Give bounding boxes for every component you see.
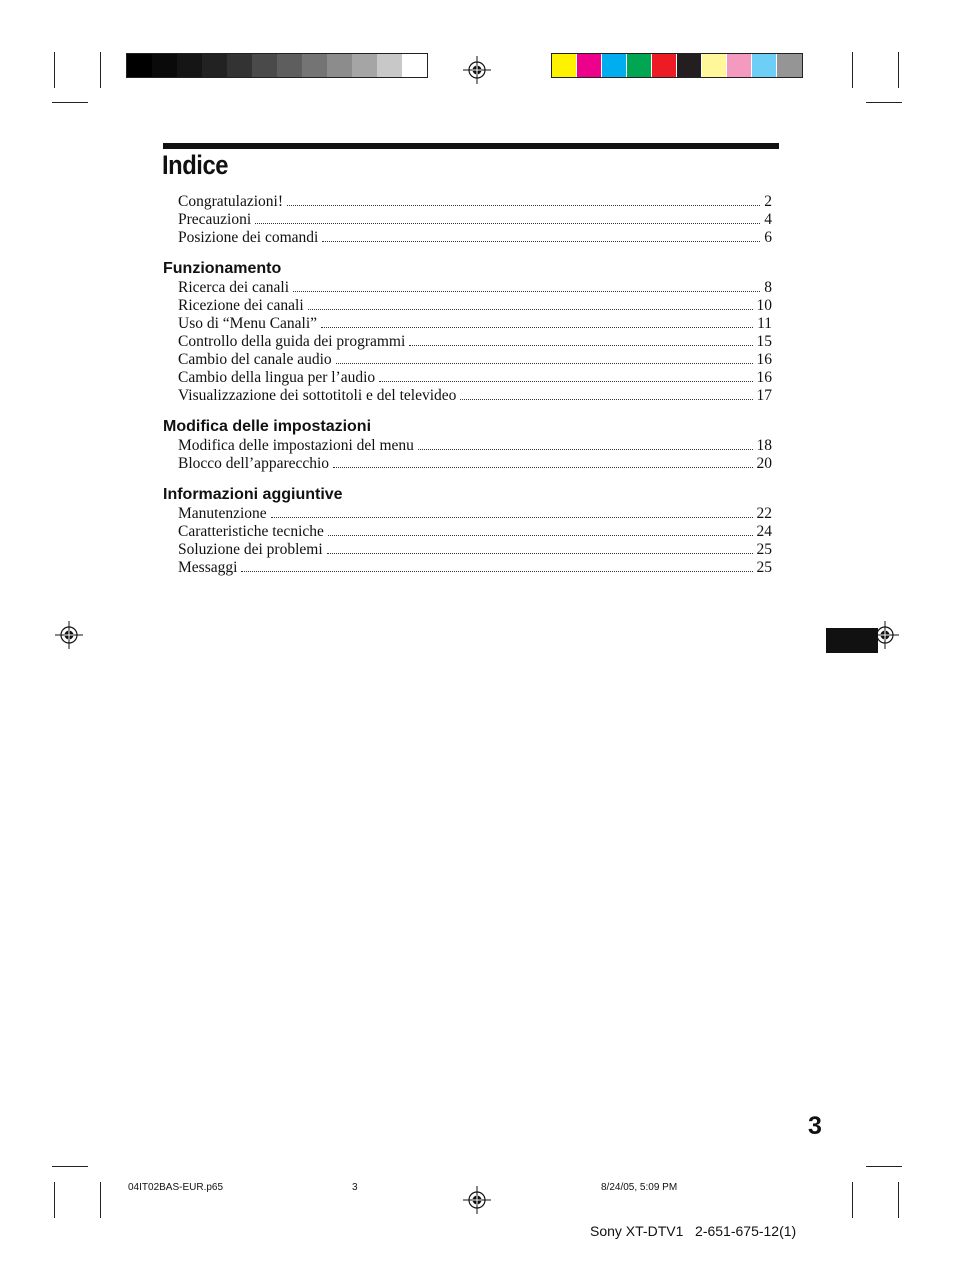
gray-swatch: [402, 54, 427, 77]
footer-model: Sony XT-DTV1 2-651-675-12(1): [590, 1223, 797, 1239]
toc-entry-page: 24: [756, 523, 772, 540]
toc-entry-label: Visualizzazione dei sottotitoli e del televideo: [178, 387, 457, 404]
toc-section: [163, 257, 772, 405]
color-swatch: [652, 54, 677, 77]
toc-entry-label: Blocco dell’apparecchio: [178, 455, 330, 472]
toc-entry-page: 17: [756, 387, 772, 404]
dot-leader: [460, 398, 752, 400]
footer-date: 8/24/05, 5:09 PM: [601, 1182, 678, 1193]
toc-entry-label: Cambio della lingua per l’audio: [178, 369, 376, 386]
dot-leader: [328, 534, 753, 536]
toc-section-title: Modifica delle impostazioni: [163, 418, 372, 435]
toc-entry-page: 15: [756, 333, 772, 350]
dot-leader: [333, 466, 752, 468]
toc-entry-page: 25: [756, 541, 772, 558]
crop-mark: [100, 52, 101, 88]
toc-entry-page: 25: [756, 559, 772, 576]
registration-mark-icon: [463, 1186, 491, 1214]
toc-entry-page: 4: [764, 211, 772, 228]
section-tab: [826, 628, 878, 653]
dot-leader: [409, 344, 752, 346]
registration-mark-icon: [55, 621, 83, 649]
toc-section: [163, 483, 772, 577]
gray-calibration-bar: [126, 53, 428, 78]
toc-entry-label: Soluzione dei problemi: [178, 541, 323, 558]
color-swatch: [752, 54, 777, 77]
color-swatch: [627, 54, 652, 77]
color-swatch: [577, 54, 602, 77]
toc-entry-label: Messaggi: [178, 559, 238, 576]
dot-leader: [336, 362, 753, 364]
gray-swatch: [302, 54, 327, 77]
crop-mark: [852, 52, 853, 88]
gray-swatch: [352, 54, 377, 77]
crop-mark: [52, 1166, 88, 1167]
gray-swatch: [202, 54, 227, 77]
toc-entry-label: Caratteristiche tecniche: [178, 523, 324, 540]
toc-entry-page: 16: [756, 351, 772, 368]
gray-swatch: [377, 54, 402, 77]
toc-section-title: Informazioni aggiuntive: [163, 486, 343, 503]
dot-leader: [308, 308, 753, 310]
crop-mark: [866, 102, 902, 103]
toc-entry-page: 11: [757, 315, 772, 332]
crop-mark: [898, 52, 899, 88]
dot-leader: [241, 570, 752, 572]
toc-entry-label: Precauzioni: [178, 211, 252, 228]
title-rule: [163, 143, 779, 149]
crop-mark: [866, 1166, 902, 1167]
gray-swatch: [252, 54, 277, 77]
toc-entry-page: 18: [756, 437, 772, 454]
toc-entry[interactable]: [163, 279, 772, 297]
page-title: Indice: [162, 150, 229, 180]
table-of-contents: [163, 193, 772, 587]
color-calibration-bar: [551, 53, 803, 78]
toc-entry[interactable]: [163, 387, 772, 405]
toc-entry-page: 16: [756, 369, 772, 386]
toc-entry-label: Uso di “Menu Canali”: [178, 315, 318, 332]
crop-mark: [898, 1182, 899, 1218]
color-swatch: [777, 54, 802, 77]
toc-entry[interactable]: [163, 559, 772, 577]
crop-mark: [52, 102, 88, 103]
gray-swatch: [327, 54, 352, 77]
toc-entry[interactable]: [163, 523, 772, 541]
toc-entry-label: Cambio del canale audio: [178, 351, 332, 368]
toc-intro-group: [163, 193, 772, 247]
toc-entry-label: Ricerca dei canali: [178, 279, 290, 296]
dot-leader: [418, 448, 753, 450]
dot-leader: [287, 204, 760, 206]
dot-leader: [327, 552, 753, 554]
toc-entry[interactable]: [163, 229, 772, 247]
dot-leader: [379, 380, 752, 382]
gray-swatch: [227, 54, 252, 77]
toc-entry-label: Controllo della guida dei programmi: [178, 333, 406, 350]
color-swatch: [727, 54, 752, 77]
toc-entry[interactable]: [163, 297, 772, 315]
toc-entry-label: Posizione dei comandi: [178, 229, 319, 246]
dot-leader: [255, 222, 760, 224]
toc-entry[interactable]: [163, 211, 772, 229]
gray-swatch: [277, 54, 302, 77]
crop-mark: [100, 1182, 101, 1218]
toc-entry[interactable]: [163, 455, 772, 473]
toc-entry-label: Manutenzione: [178, 505, 267, 522]
toc-entry[interactable]: [163, 437, 772, 455]
toc-entry-label: Modifica delle impostazioni del menu: [178, 437, 414, 454]
toc-entry-label: Ricezione dei canali: [178, 297, 304, 314]
toc-entry[interactable]: [163, 333, 772, 351]
toc-entry-page: 20: [756, 455, 772, 472]
gray-swatch: [177, 54, 202, 77]
toc-entry[interactable]: [163, 369, 772, 387]
color-swatch: [552, 54, 577, 77]
footer-page: 3: [352, 1182, 358, 1193]
toc-entry-page: 10: [756, 297, 772, 314]
toc-entry-page: 8: [764, 279, 772, 296]
dot-leader: [322, 240, 760, 242]
toc-entry[interactable]: [163, 315, 772, 333]
dot-leader: [321, 326, 753, 328]
footer-file-name: 04IT02BAS-EUR.p65: [128, 1182, 224, 1193]
dot-leader: [271, 516, 753, 518]
color-swatch: [677, 54, 702, 77]
toc-entry[interactable]: [163, 351, 772, 369]
toc-entry-page: 2: [764, 193, 772, 210]
toc-entry[interactable]: [163, 193, 772, 211]
crop-mark: [852, 1182, 853, 1218]
toc-entry[interactable]: [163, 541, 772, 559]
toc-entry-page: 6: [764, 229, 772, 246]
toc-entry[interactable]: [163, 505, 772, 523]
toc-section-title: Funzionamento: [163, 260, 282, 277]
page-number: 3: [808, 1112, 822, 1140]
crop-mark: [54, 52, 55, 88]
color-swatch: [602, 54, 627, 77]
gray-swatch: [152, 54, 177, 77]
dot-leader: [293, 290, 760, 292]
toc-entry-page: 22: [756, 505, 772, 522]
color-swatch: [702, 54, 727, 77]
toc-section: [163, 415, 772, 473]
gray-swatch: [127, 54, 152, 77]
toc-entry-label: Congratulazioni!: [178, 193, 284, 210]
crop-mark: [54, 1182, 55, 1218]
registration-mark-icon: [463, 56, 491, 84]
